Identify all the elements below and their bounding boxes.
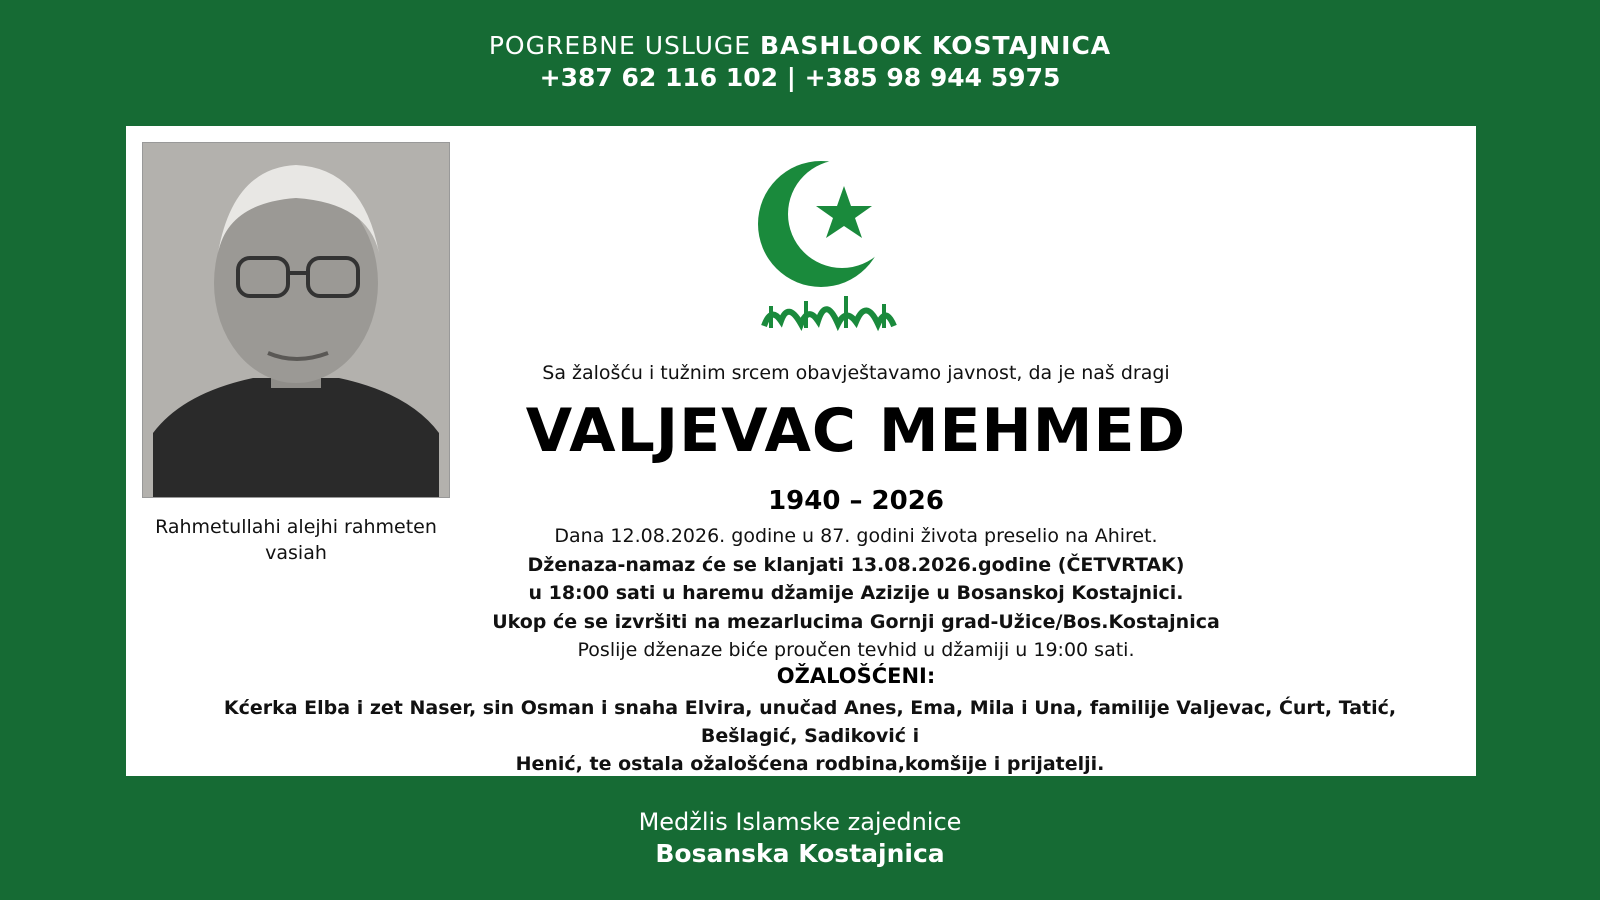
obituary-card	[126, 126, 1476, 776]
caption-line: vasiah	[265, 542, 327, 564]
mourners-line: Kćerka Elba i zet Naser, sin Osman i snaha Elvira, unučad Anes, Ema, Mila i Una, familije Valjevac, Ćurt, Tatić, Bešlagić, Sadiković i	[223, 697, 1397, 747]
header-brand: BASHLOOK KOSTAJNICA	[760, 31, 1112, 60]
mourners-title: OŽALOŠĆENI:	[776, 664, 936, 688]
death-date-line: Dana 12.08.2026. godine u 87. godini života preselio na Ahiret.	[554, 525, 1158, 547]
prayer-date-line: Dženaza-namaz će se klanjati 13.08.2026.godine (ČETVRTAK)	[527, 553, 1185, 576]
deceased-portrait	[142, 142, 450, 498]
burial-line: Ukop će se izvršiti na mezarlucima Gornji grad-Užice/Bos.Kostajnica	[492, 610, 1220, 633]
header-title	[0, 30, 1600, 62]
header-phones: +387 62 116 102 | +385 98 944 5975	[539, 63, 1061, 92]
deceased-name: VALJEVAC MEHMED	[525, 396, 1187, 466]
footer-organization: Medžlis Islamske zajednice	[638, 808, 962, 836]
prayer-location-line: u 18:00 sati u haremu džamije Azizije u Bosanskoj Kostajnici.	[528, 582, 1184, 604]
tevhid-line: Poslije dženaze biće proučen tevhid u džamiji u 19:00 sati.	[577, 639, 1135, 661]
header	[0, 30, 1600, 94]
header-prefix: POGREBNE USLUGE	[488, 31, 760, 60]
intro-text: Sa žalošću i tužnim srcem obavještavamo javnost, da je naš dragi	[542, 362, 1170, 384]
footer	[0, 806, 1600, 870]
portrait-silhouette	[143, 143, 449, 497]
life-years: 1940 – 2026	[768, 486, 944, 516]
funeral-details	[356, 522, 1356, 665]
footer-location: Bosanska Kostajnica	[655, 839, 945, 868]
crescent-star-calligraphy-icon	[746, 156, 906, 336]
mourners-line: Henić, te ostala ožalošćena rodbina,komšije i prijatelji.	[515, 753, 1105, 775]
caption-line: Rahmetullahi alejhi rahmeten	[155, 516, 437, 538]
mourners-list	[200, 694, 1420, 778]
